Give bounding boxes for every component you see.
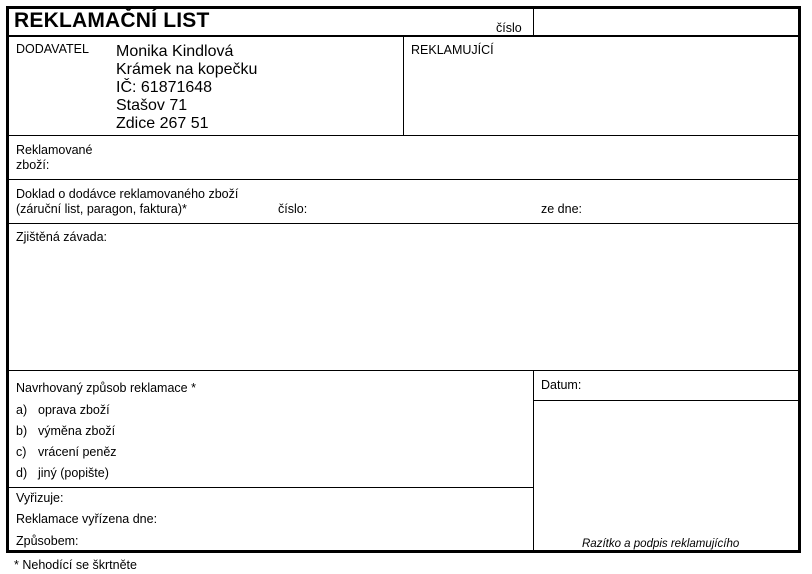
option-text: výměna zboží <box>38 424 116 438</box>
option-letter: b) <box>16 424 28 438</box>
supplier-street: Stašov 71 <box>116 97 188 114</box>
supplier-claimant-divider <box>403 36 404 135</box>
proof-label-line2: (záruční list, paragon, faktura)* <box>16 202 187 216</box>
divider <box>9 135 798 136</box>
proof-date-label: ze dne: <box>541 202 583 216</box>
resolved-label: Reklamace vyřízena dne: <box>16 512 158 526</box>
signature-label: Razítko a podpis reklamujícího <box>582 538 740 550</box>
supplier-city: Zdice 267 51 <box>116 115 209 132</box>
supplier-label: DODAVATEL <box>16 42 89 56</box>
method-label: Způsobem: <box>16 534 79 548</box>
divider <box>9 179 798 180</box>
date-column-divider <box>533 370 534 550</box>
handler-label: Vyřizuje: <box>16 491 64 505</box>
proof-number-label: číslo: <box>278 202 308 216</box>
option-text: vrácení peněz <box>38 445 117 459</box>
proof-label-line1: Doklad o dodávce reklamovaného zboží <box>16 187 239 201</box>
option-letter: d) <box>16 466 28 480</box>
supplier-name: Monika Kindlová <box>116 43 234 60</box>
footnote: * Nehodící se škrtněte <box>14 558 137 572</box>
form-title: REKLAMAČNÍ LIST <box>14 9 210 32</box>
claimant-label: REKLAMUJÍCÍ <box>411 43 494 57</box>
goods-label-line2: zboží: <box>16 158 50 172</box>
date-label: Datum: <box>541 378 582 392</box>
divider <box>9 487 533 488</box>
divider <box>9 223 798 224</box>
option-letter: a) <box>16 403 28 417</box>
option-text: oprava zboží <box>38 403 110 417</box>
option-text: jiný (popište) <box>38 466 109 480</box>
divider <box>533 400 798 401</box>
supplier-id: IČ: 61871648 <box>116 79 213 96</box>
resolution-label: Navrhovaný způsob reklamace * <box>16 381 196 395</box>
goods-label-line1: Reklamované <box>16 143 93 157</box>
number-field-divider <box>533 9 534 36</box>
option-letter: c) <box>16 445 27 459</box>
divider <box>9 370 798 371</box>
defect-label: Zjištěná závada: <box>16 230 108 244</box>
supplier-shop: Krámek na kopečku <box>116 61 258 78</box>
number-label: číslo <box>496 21 522 35</box>
